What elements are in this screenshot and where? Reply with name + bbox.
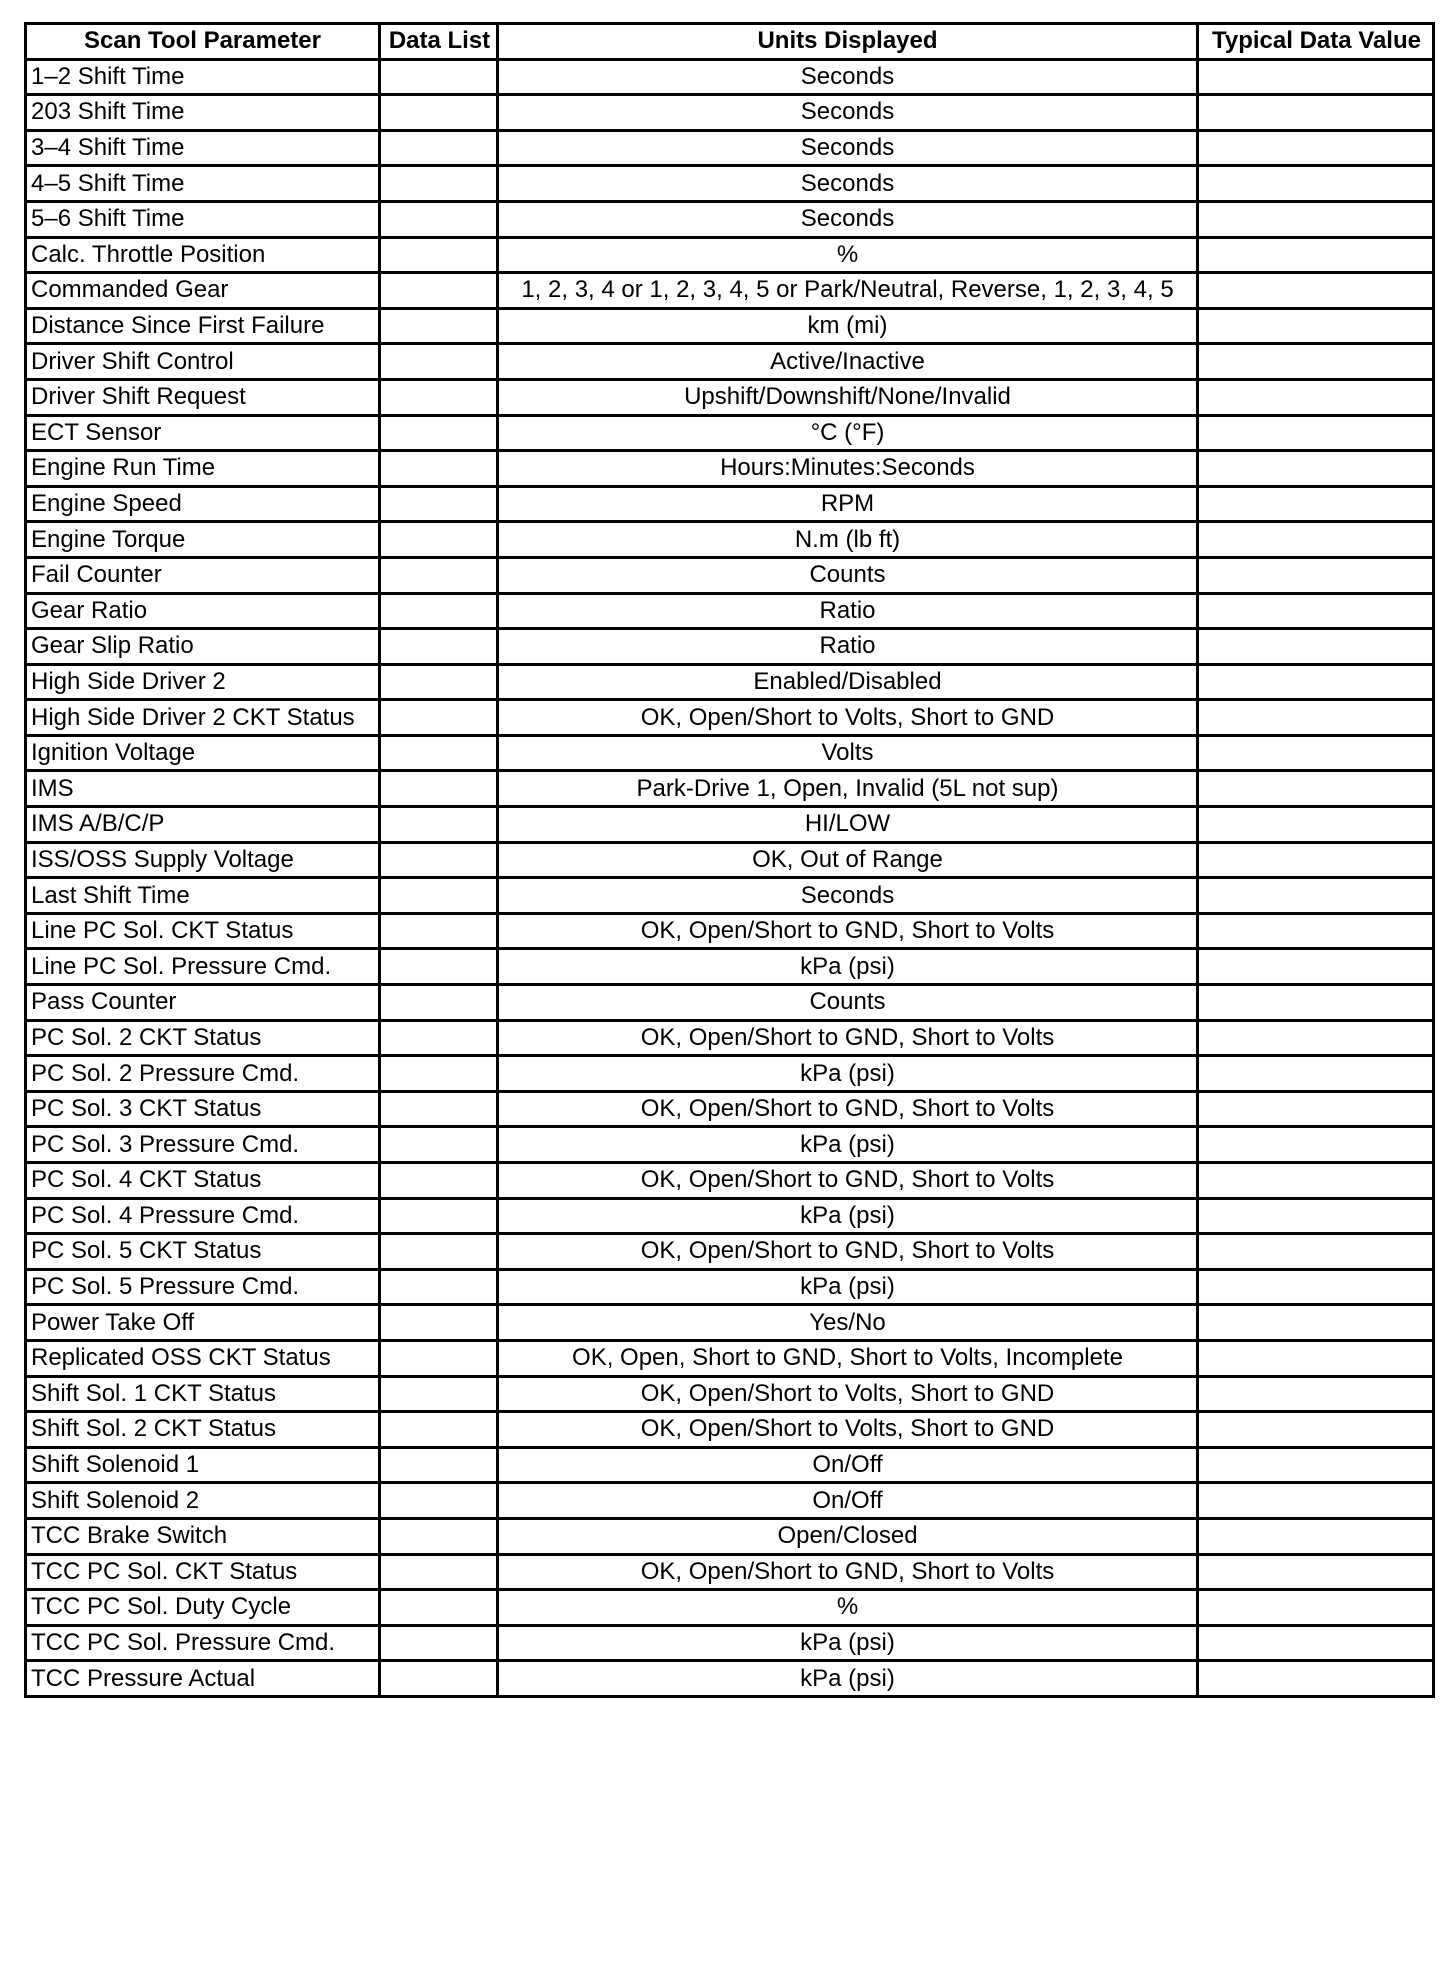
- cell-data-list: [380, 1056, 498, 1092]
- cell-units-displayed: Seconds: [498, 130, 1198, 166]
- cell-scan-tool-parameter: Engine Speed: [26, 486, 380, 522]
- cell-scan-tool-parameter: PC Sol. 5 Pressure Cmd.: [26, 1269, 380, 1305]
- cell-data-list: [380, 1163, 498, 1199]
- cell-scan-tool-parameter: Engine Torque: [26, 522, 380, 558]
- cell-units-displayed: OK, Open/Short to GND, Short to Volts: [498, 1554, 1198, 1590]
- table-row: [26, 95, 1434, 131]
- header-data-list: Data List: [380, 24, 498, 60]
- table-row: [26, 486, 1434, 522]
- cell-typical-data-value: [1198, 1198, 1434, 1234]
- cell-typical-data-value: [1198, 1020, 1434, 1056]
- cell-units-displayed: Ratio: [498, 629, 1198, 665]
- cell-scan-tool-parameter: PC Sol. 2 Pressure Cmd.: [26, 1056, 380, 1092]
- cell-typical-data-value: [1198, 771, 1434, 807]
- cell-units-displayed: Seconds: [498, 95, 1198, 131]
- cell-data-list: [380, 985, 498, 1021]
- table-row: [26, 1234, 1434, 1270]
- cell-units-displayed: OK, Open/Short to GND, Short to Volts: [498, 1091, 1198, 1127]
- cell-data-list: [380, 842, 498, 878]
- cell-units-displayed: Volts: [498, 735, 1198, 771]
- cell-units-displayed: kPa (psi): [498, 1269, 1198, 1305]
- cell-scan-tool-parameter: Shift Sol. 2 CKT Status: [26, 1412, 380, 1448]
- table-row: [26, 771, 1434, 807]
- cell-typical-data-value: [1198, 557, 1434, 593]
- cell-data-list: [380, 1091, 498, 1127]
- table-row: [26, 1020, 1434, 1056]
- cell-scan-tool-parameter: PC Sol. 4 Pressure Cmd.: [26, 1198, 380, 1234]
- cell-scan-tool-parameter: TCC PC Sol. CKT Status: [26, 1554, 380, 1590]
- table-row: [26, 593, 1434, 629]
- cell-units-displayed: RPM: [498, 486, 1198, 522]
- cell-typical-data-value: [1198, 95, 1434, 131]
- table-row: [26, 130, 1434, 166]
- table-row: [26, 557, 1434, 593]
- cell-scan-tool-parameter: ECT Sensor: [26, 415, 380, 451]
- cell-scan-tool-parameter: Distance Since First Failure: [26, 308, 380, 344]
- table-row: [26, 913, 1434, 949]
- cell-scan-tool-parameter: TCC PC Sol. Duty Cycle: [26, 1590, 380, 1626]
- table-row: [26, 1447, 1434, 1483]
- table-body: [26, 59, 1434, 1696]
- cell-typical-data-value: [1198, 842, 1434, 878]
- cell-units-displayed: °C (°F): [498, 415, 1198, 451]
- cell-typical-data-value: [1198, 664, 1434, 700]
- cell-typical-data-value: [1198, 1590, 1434, 1626]
- cell-data-list: [380, 913, 498, 949]
- cell-typical-data-value: [1198, 1661, 1434, 1697]
- cell-scan-tool-parameter: Driver Shift Control: [26, 344, 380, 380]
- table-row: [26, 1376, 1434, 1412]
- cell-data-list: [380, 344, 498, 380]
- cell-typical-data-value: [1198, 593, 1434, 629]
- cell-data-list: [380, 807, 498, 843]
- table-header-row: [26, 24, 1434, 60]
- cell-scan-tool-parameter: Shift Sol. 1 CKT Status: [26, 1376, 380, 1412]
- table-row: [26, 1483, 1434, 1519]
- cell-data-list: [380, 59, 498, 95]
- cell-typical-data-value: [1198, 1340, 1434, 1376]
- cell-units-displayed: Seconds: [498, 59, 1198, 95]
- cell-data-list: [380, 237, 498, 273]
- cell-typical-data-value: [1198, 201, 1434, 237]
- cell-scan-tool-parameter: PC Sol. 5 CKT Status: [26, 1234, 380, 1270]
- table-row: [26, 344, 1434, 380]
- table-row: [26, 1554, 1434, 1590]
- cell-scan-tool-parameter: PC Sol. 3 CKT Status: [26, 1091, 380, 1127]
- table-row: [26, 522, 1434, 558]
- cell-units-displayed: 1, 2, 3, 4 or 1, 2, 3, 4, 5 or Park/Neutral, Reverse, 1, 2, 3, 4, 5: [498, 273, 1198, 309]
- scan-tool-parameter-table: [24, 22, 1435, 1698]
- cell-units-displayed: OK, Open/Short to GND, Short to Volts: [498, 1020, 1198, 1056]
- cell-scan-tool-parameter: TCC Pressure Actual: [26, 1661, 380, 1697]
- cell-units-displayed: Open/Closed: [498, 1518, 1198, 1554]
- cell-units-displayed: kPa (psi): [498, 1198, 1198, 1234]
- scan-tool-data-sheet: [24, 22, 1435, 1698]
- cell-data-list: [380, 1340, 498, 1376]
- cell-typical-data-value: [1198, 1554, 1434, 1590]
- cell-data-list: [380, 557, 498, 593]
- cell-units-displayed: Seconds: [498, 201, 1198, 237]
- cell-scan-tool-parameter: PC Sol. 2 CKT Status: [26, 1020, 380, 1056]
- cell-scan-tool-parameter: High Side Driver 2 CKT Status: [26, 700, 380, 736]
- table-row: [26, 451, 1434, 487]
- cell-data-list: [380, 1020, 498, 1056]
- cell-data-list: [380, 1483, 498, 1519]
- cell-typical-data-value: [1198, 1305, 1434, 1341]
- cell-data-list: [380, 1590, 498, 1626]
- cell-data-list: [380, 1554, 498, 1590]
- table-row: [26, 985, 1434, 1021]
- cell-units-displayed: Counts: [498, 985, 1198, 1021]
- cell-scan-tool-parameter: High Side Driver 2: [26, 664, 380, 700]
- cell-data-list: [380, 1447, 498, 1483]
- cell-typical-data-value: [1198, 59, 1434, 95]
- cell-scan-tool-parameter: Driver Shift Request: [26, 379, 380, 415]
- cell-typical-data-value: [1198, 237, 1434, 273]
- cell-data-list: [380, 379, 498, 415]
- cell-data-list: [380, 95, 498, 131]
- cell-data-list: [380, 878, 498, 914]
- cell-data-list: [380, 593, 498, 629]
- cell-typical-data-value: [1198, 1163, 1434, 1199]
- cell-units-displayed: OK, Out of Range: [498, 842, 1198, 878]
- cell-units-displayed: Yes/No: [498, 1305, 1198, 1341]
- cell-data-list: [380, 415, 498, 451]
- cell-scan-tool-parameter: Shift Solenoid 1: [26, 1447, 380, 1483]
- table-row: [26, 201, 1434, 237]
- cell-typical-data-value: [1198, 486, 1434, 522]
- cell-typical-data-value: [1198, 522, 1434, 558]
- cell-scan-tool-parameter: Power Take Off: [26, 1305, 380, 1341]
- cell-typical-data-value: [1198, 913, 1434, 949]
- cell-data-list: [380, 629, 498, 665]
- cell-scan-tool-parameter: 5–6 Shift Time: [26, 201, 380, 237]
- table-row: [26, 1198, 1434, 1234]
- cell-data-list: [380, 1376, 498, 1412]
- table-row: [26, 59, 1434, 95]
- cell-typical-data-value: [1198, 1127, 1434, 1163]
- cell-typical-data-value: [1198, 1483, 1434, 1519]
- cell-typical-data-value: [1198, 949, 1434, 985]
- cell-units-displayed: Hours:Minutes:Seconds: [498, 451, 1198, 487]
- cell-typical-data-value: [1198, 878, 1434, 914]
- table-row: [26, 1127, 1434, 1163]
- cell-data-list: [380, 1234, 498, 1270]
- table-row: [26, 949, 1434, 985]
- table-row: [26, 415, 1434, 451]
- cell-scan-tool-parameter: IMS A/B/C/P: [26, 807, 380, 843]
- cell-scan-tool-parameter: 1–2 Shift Time: [26, 59, 380, 95]
- cell-data-list: [380, 664, 498, 700]
- cell-scan-tool-parameter: 4–5 Shift Time: [26, 166, 380, 202]
- cell-data-list: [380, 166, 498, 202]
- cell-scan-tool-parameter: PC Sol. 3 Pressure Cmd.: [26, 1127, 380, 1163]
- cell-typical-data-value: [1198, 1518, 1434, 1554]
- cell-scan-tool-parameter: Calc. Throttle Position: [26, 237, 380, 273]
- cell-typical-data-value: [1198, 308, 1434, 344]
- cell-units-displayed: kPa (psi): [498, 1625, 1198, 1661]
- table-row: [26, 1056, 1434, 1092]
- cell-units-displayed: HI/LOW: [498, 807, 1198, 843]
- cell-typical-data-value: [1198, 735, 1434, 771]
- table-row: [26, 1518, 1434, 1554]
- cell-typical-data-value: [1198, 379, 1434, 415]
- cell-typical-data-value: [1198, 1412, 1434, 1448]
- cell-units-displayed: OK, Open/Short to GND, Short to Volts: [498, 1163, 1198, 1199]
- cell-units-displayed: Counts: [498, 557, 1198, 593]
- cell-data-list: [380, 130, 498, 166]
- table-row: [26, 1412, 1434, 1448]
- header-typical-data-value: Typical Data Value: [1198, 24, 1434, 60]
- cell-typical-data-value: [1198, 1625, 1434, 1661]
- cell-units-displayed: kPa (psi): [498, 1661, 1198, 1697]
- cell-units-displayed: On/Off: [498, 1447, 1198, 1483]
- cell-scan-tool-parameter: Line PC Sol. CKT Status: [26, 913, 380, 949]
- cell-scan-tool-parameter: Line PC Sol. Pressure Cmd.: [26, 949, 380, 985]
- cell-data-list: [380, 522, 498, 558]
- cell-scan-tool-parameter: IMS: [26, 771, 380, 807]
- cell-scan-tool-parameter: Gear Slip Ratio: [26, 629, 380, 665]
- cell-units-displayed: OK, Open/Short to Volts, Short to GND: [498, 1412, 1198, 1448]
- table-row: [26, 166, 1434, 202]
- cell-units-displayed: Enabled/Disabled: [498, 664, 1198, 700]
- cell-units-displayed: kPa (psi): [498, 1127, 1198, 1163]
- cell-typical-data-value: [1198, 1091, 1434, 1127]
- cell-data-list: [380, 1518, 498, 1554]
- cell-units-displayed: OK, Open/Short to Volts, Short to GND: [498, 1376, 1198, 1412]
- cell-scan-tool-parameter: Fail Counter: [26, 557, 380, 593]
- cell-units-displayed: Ratio: [498, 593, 1198, 629]
- cell-scan-tool-parameter: Last Shift Time: [26, 878, 380, 914]
- cell-data-list: [380, 486, 498, 522]
- cell-scan-tool-parameter: Shift Solenoid 2: [26, 1483, 380, 1519]
- cell-typical-data-value: [1198, 985, 1434, 1021]
- cell-units-displayed: %: [498, 237, 1198, 273]
- table-row: [26, 629, 1434, 665]
- cell-data-list: [380, 949, 498, 985]
- cell-data-list: [380, 1412, 498, 1448]
- cell-units-displayed: OK, Open/Short to GND, Short to Volts: [498, 913, 1198, 949]
- cell-typical-data-value: [1198, 415, 1434, 451]
- cell-data-list: [380, 1127, 498, 1163]
- table-row: [26, 1625, 1434, 1661]
- table-row: [26, 664, 1434, 700]
- cell-typical-data-value: [1198, 1447, 1434, 1483]
- cell-typical-data-value: [1198, 700, 1434, 736]
- cell-data-list: [380, 771, 498, 807]
- table-row: [26, 308, 1434, 344]
- cell-scan-tool-parameter: 203 Shift Time: [26, 95, 380, 131]
- header-units-displayed: Units Displayed: [498, 24, 1198, 60]
- cell-data-list: [380, 308, 498, 344]
- cell-data-list: [380, 700, 498, 736]
- table-row: [26, 842, 1434, 878]
- cell-scan-tool-parameter: Gear Ratio: [26, 593, 380, 629]
- cell-data-list: [380, 451, 498, 487]
- table-row: [26, 1590, 1434, 1626]
- cell-units-displayed: OK, Open, Short to GND, Short to Volts, Incomplete: [498, 1340, 1198, 1376]
- cell-scan-tool-parameter: Replicated OSS CKT Status: [26, 1340, 380, 1376]
- table-row: [26, 1091, 1434, 1127]
- cell-scan-tool-parameter: ISS/OSS Supply Voltage: [26, 842, 380, 878]
- cell-units-displayed: %: [498, 1590, 1198, 1626]
- cell-scan-tool-parameter: PC Sol. 4 CKT Status: [26, 1163, 380, 1199]
- cell-data-list: [380, 201, 498, 237]
- table-row: [26, 1340, 1434, 1376]
- cell-typical-data-value: [1198, 629, 1434, 665]
- cell-typical-data-value: [1198, 1376, 1434, 1412]
- table-row: [26, 1305, 1434, 1341]
- cell-typical-data-value: [1198, 1056, 1434, 1092]
- cell-units-displayed: Upshift/Downshift/None/Invalid: [498, 379, 1198, 415]
- table-row: [26, 735, 1434, 771]
- cell-data-list: [380, 1625, 498, 1661]
- cell-units-displayed: Seconds: [498, 166, 1198, 202]
- cell-units-displayed: kPa (psi): [498, 949, 1198, 985]
- cell-scan-tool-parameter: Engine Run Time: [26, 451, 380, 487]
- cell-units-displayed: Seconds: [498, 878, 1198, 914]
- cell-units-displayed: OK, Open/Short to Volts, Short to GND: [498, 700, 1198, 736]
- cell-units-displayed: Active/Inactive: [498, 344, 1198, 380]
- cell-scan-tool-parameter: Ignition Voltage: [26, 735, 380, 771]
- cell-units-displayed: Park-Drive 1, Open, Invalid (5L not sup): [498, 771, 1198, 807]
- cell-units-displayed: OK, Open/Short to GND, Short to Volts: [498, 1234, 1198, 1270]
- cell-typical-data-value: [1198, 451, 1434, 487]
- cell-typical-data-value: [1198, 166, 1434, 202]
- cell-typical-data-value: [1198, 344, 1434, 380]
- table-row: [26, 273, 1434, 309]
- table-row: [26, 1661, 1434, 1697]
- cell-scan-tool-parameter: Pass Counter: [26, 985, 380, 1021]
- cell-typical-data-value: [1198, 807, 1434, 843]
- table-row: [26, 807, 1434, 843]
- cell-units-displayed: N.m (lb ft): [498, 522, 1198, 558]
- table-row: [26, 1163, 1434, 1199]
- cell-data-list: [380, 273, 498, 309]
- cell-units-displayed: kPa (psi): [498, 1056, 1198, 1092]
- cell-units-displayed: On/Off: [498, 1483, 1198, 1519]
- cell-scan-tool-parameter: 3–4 Shift Time: [26, 130, 380, 166]
- header-scan-tool-parameter: Scan Tool Parameter: [26, 24, 380, 60]
- cell-data-list: [380, 1305, 498, 1341]
- cell-data-list: [380, 1661, 498, 1697]
- cell-typical-data-value: [1198, 1234, 1434, 1270]
- table-row: [26, 878, 1434, 914]
- cell-scan-tool-parameter: Commanded Gear: [26, 273, 380, 309]
- cell-data-list: [380, 1269, 498, 1305]
- cell-scan-tool-parameter: TCC Brake Switch: [26, 1518, 380, 1554]
- cell-typical-data-value: [1198, 130, 1434, 166]
- cell-data-list: [380, 1198, 498, 1234]
- cell-scan-tool-parameter: TCC PC Sol. Pressure Cmd.: [26, 1625, 380, 1661]
- cell-typical-data-value: [1198, 273, 1434, 309]
- cell-data-list: [380, 735, 498, 771]
- cell-units-displayed: km (mi): [498, 308, 1198, 344]
- table-row: [26, 379, 1434, 415]
- table-row: [26, 237, 1434, 273]
- table-row: [26, 1269, 1434, 1305]
- table-row: [26, 700, 1434, 736]
- cell-typical-data-value: [1198, 1269, 1434, 1305]
